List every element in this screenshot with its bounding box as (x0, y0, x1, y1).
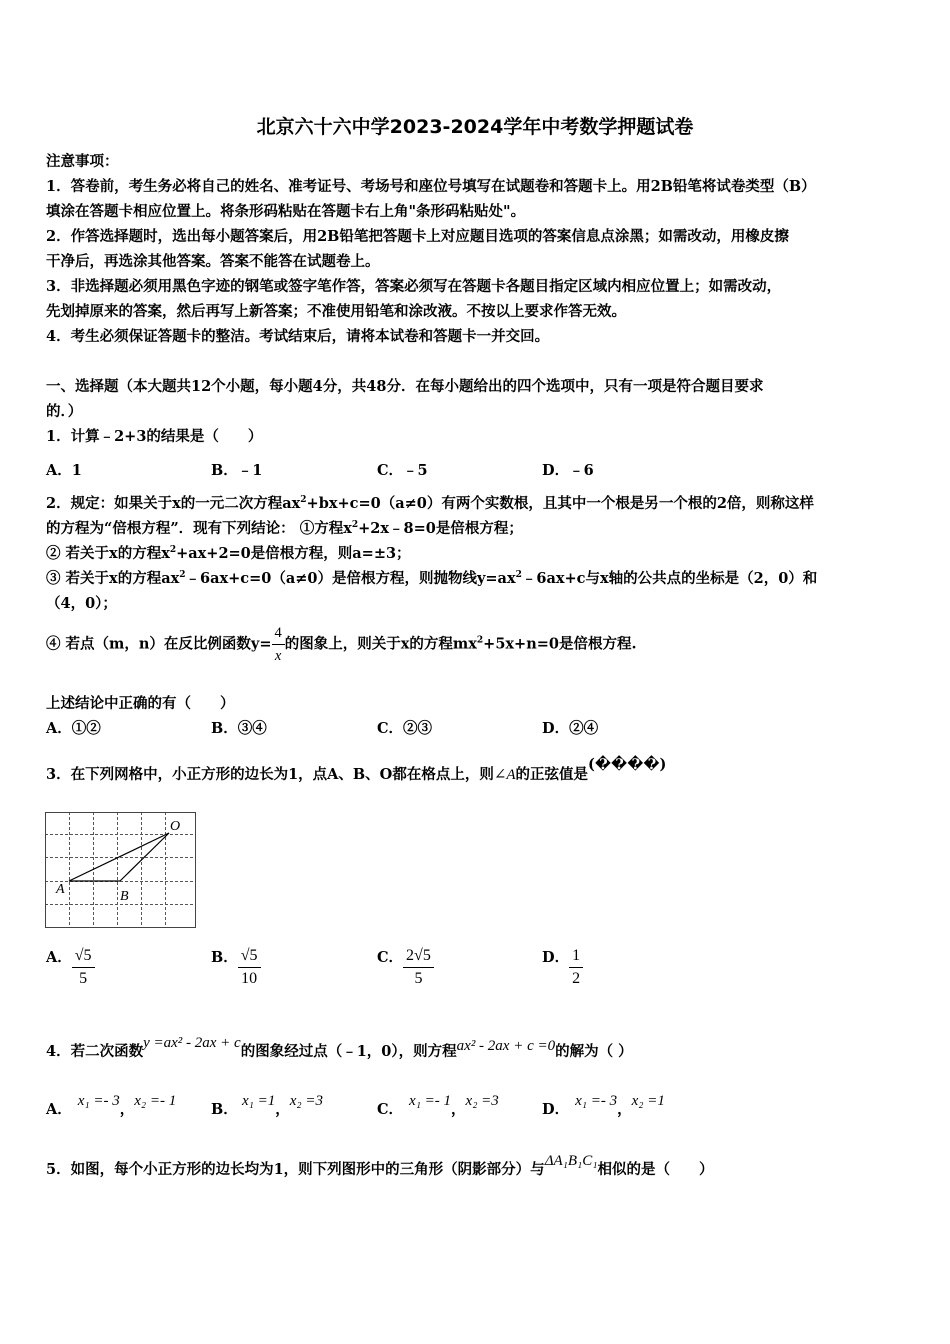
q2-statement-4: ④ 若点（m，n）在反比例函数y= $\frac{4}{x}$ 的图象上，则关于x的方程$mx^2+5x+n=0$是倍根方程. (46, 622, 906, 667)
q1-stem: 1．计算﹣2+3的结果是（ ） (46, 428, 263, 445)
q2-line-2: 的方程为“倍根方程”．现有下列结论： ①方程$x^2+2x﹣8=0$是倍根方程； (46, 520, 523, 537)
q2-statement-2: ② 若关于x的方程$x^2+ax+2=0$是倍根方程，则a=±3； (46, 545, 411, 562)
page-title: 北京六十六中学2023-2024学年中考数学押题试卷 (256, 116, 694, 138)
q4-stem: 4．若二次函数y =ax² - 2ax + c的图象经过点（﹣1，0），则方程ax² - 2ax + c =0的解为（ ） (46, 1035, 633, 1060)
q2-option-a[interactable]: A．①② (46, 720, 101, 737)
q5-stem: 5．如图，每个小正方形的边长均为1，则下列图形中的三角形（阴影部分）与ΔA₁B₁C₁相似的是（ ） (46, 1153, 714, 1178)
note-line: 干净后，再选涂其他答案。答案不能答在试题卷上。 (46, 253, 380, 270)
triangle-aob (69, 833, 169, 881)
notes-heading: 注意事项： (46, 153, 119, 170)
q1-option-b[interactable]: B．﹣1 (211, 462, 263, 479)
q2-statement-3-cont: （4，0）； (46, 595, 117, 612)
point-b-label: B (120, 889, 129, 904)
q3-option-b[interactable]: B． $\frac{√5}{10}$ (211, 945, 261, 990)
q3-option-d[interactable]: D． $\frac{1}{2}$ (542, 945, 583, 990)
q3-option-a[interactable]: A． $\frac{√5}{5}$ (46, 945, 95, 990)
q2-ask: 上述结论中正确的有（ ） (46, 695, 235, 712)
note-line: 先划掉原来的答案，然后再写上新答案；不准使用铅笔和涂改液。不按以上要求作答无效。 (46, 303, 626, 320)
note-line: 4．考生必须保证答题卡的整洁。考试结束后，请将本试卷和答题卡一并交回。 (46, 328, 550, 345)
q2-option-c[interactable]: C．②③ (377, 720, 433, 737)
q1-option-a[interactable]: A．1 (46, 462, 82, 479)
q4-option-c[interactable]: C． x₁ =- 1，x₂ =3 (377, 1093, 499, 1118)
q1-option-d[interactable]: D．﹣6 (542, 462, 594, 479)
note-line: 1．答卷前，考生务必将自己的姓名、准考证号、考场号和座位号填写在试题卷和答题卡上。用2B铅笔将试卷类型（B） (46, 178, 816, 195)
q4-option-b-letter[interactable]: B． (211, 1101, 238, 1118)
note-line: 填涂在答题卡相应位置上。将条形码粘贴在答题卡右上角"条形码粘贴处"。 (46, 203, 526, 220)
point-a-label: A (56, 882, 65, 897)
q4-option-b[interactable]: x₁ =1，x₂ =3 (242, 1093, 323, 1118)
section-heading: 一、选择题（本大题共12个小题，每小题4分，共48分．在每小题给出的四个选项中，只有一项是符合题目要求 (46, 378, 764, 395)
fraction-4-over-x: $\frac{4}{x}$ (272, 622, 285, 667)
q1-option-c[interactable]: C．﹣5 (377, 462, 428, 479)
q3-stem: 3．在下列网格中，小正方形的边长为1，点A、B、O都在格点上，则∠A的正弦值是(����) (46, 756, 667, 783)
q2-option-b[interactable]: B．③④ (211, 720, 267, 737)
section-heading-cont: 的．） (46, 403, 83, 420)
q4-option-a[interactable]: A． x₁ =- 3，x₂ =- 1 (46, 1093, 177, 1118)
q2-statement-3: ③ 若关于x的方程$ax^2﹣6ax+c=0(a\ne 0)$是倍根方程，则抛物线$y=ax^2﹣6ax+c$与x轴的公共点的坐标是（2，0）和 (46, 570, 818, 587)
point-o-label: O (170, 819, 181, 834)
q3-option-c[interactable]: C． $\frac{2√5}{5}$ (377, 945, 434, 990)
note-line: 2．作答选择题时，选出每小题答案后，用2B铅笔把答题卡上对应题目选项的答案信息点涂黑；如需改动，用橡皮擦 (46, 228, 789, 245)
q4-option-d[interactable]: D． x₁ =- 3，x₂ =1 (542, 1093, 665, 1118)
q2-line-1: 2．规定：如果关于x的一元二次方程$ax^2+bx+c=0(a\ne 0)$有两个实数根，且其中一个根是另一个根的2倍，则称这样 (46, 495, 814, 512)
q3-grid-figure (40, 808, 200, 932)
q2-option-d[interactable]: D．②④ (542, 720, 599, 737)
note-line: 3．非选择题必须用黑色字迹的钢笔或签字笔作答，答案必须写在答题卡各题目指定区域内相应位置上；如需改动， (46, 278, 782, 295)
